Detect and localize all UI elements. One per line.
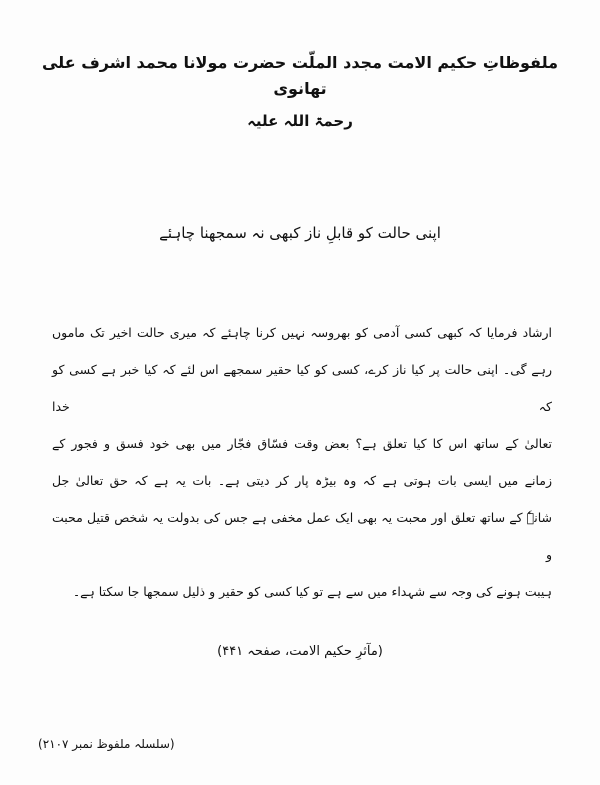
paragraph-line: شانہٗ کے ساتھ تعلق اور محبت یہ بھی ایک عمل مخفی ہے جس کی بدولت یہ شخص قتیل محبت و bbox=[52, 510, 552, 562]
paragraph-line: ہیبت ہونے کی وجہ سے شہداء میں سے ہے تو کیا کسی کو حقیر و ذلیل سمجھا جا سکتا ہے۔ bbox=[72, 584, 552, 599]
source-citation: (مآثرِ حکیم الامت، صفحہ ۴۴۱) bbox=[217, 644, 383, 659]
body-paragraph bbox=[52, 314, 552, 610]
paragraph-line: رہے گی۔ اپنی حالت پر کیا ناز کرے، کسی کو کیا حقیر سمجھے اس لئے کہ کیا خبر ہے کسی کو کہ خدا bbox=[52, 362, 552, 414]
document-title: ملفوظاتِ حکیم الامت مجدد الملّت حضرت مولانا محمد اشرف علی تھانوی bbox=[41, 53, 558, 98]
paragraph-line: ارشاد فرمایا کہ کبھی کسی آدمی کو بھروسہ نہیں کرنا چاہئے کہ میری حالت اخیر تک ماموں bbox=[52, 325, 552, 340]
section-heading: اپنی حالت کو قابلِ ناز کبھی نہ سمجھنا چاہئے bbox=[159, 224, 441, 242]
series-number: (سلسلہ ملفوظ نمبر ۲۱۰۷) bbox=[38, 737, 175, 751]
paragraph-line: تعالیٰ کے ساتھ اس کا کیا تعلق ہے؟ بعض وقت فسّاق فجّار میں بھی خود فسق و فجور کے bbox=[52, 436, 552, 451]
document-subtitle: رحمۃ اللہ علیہ bbox=[247, 112, 353, 130]
paragraph-line: زمانے میں ایسی بات ہوتی ہے کہ وہ بیڑہ پار کر دیتی ہے۔ بات یہ ہے کہ حق تعالیٰ جل bbox=[52, 473, 552, 488]
